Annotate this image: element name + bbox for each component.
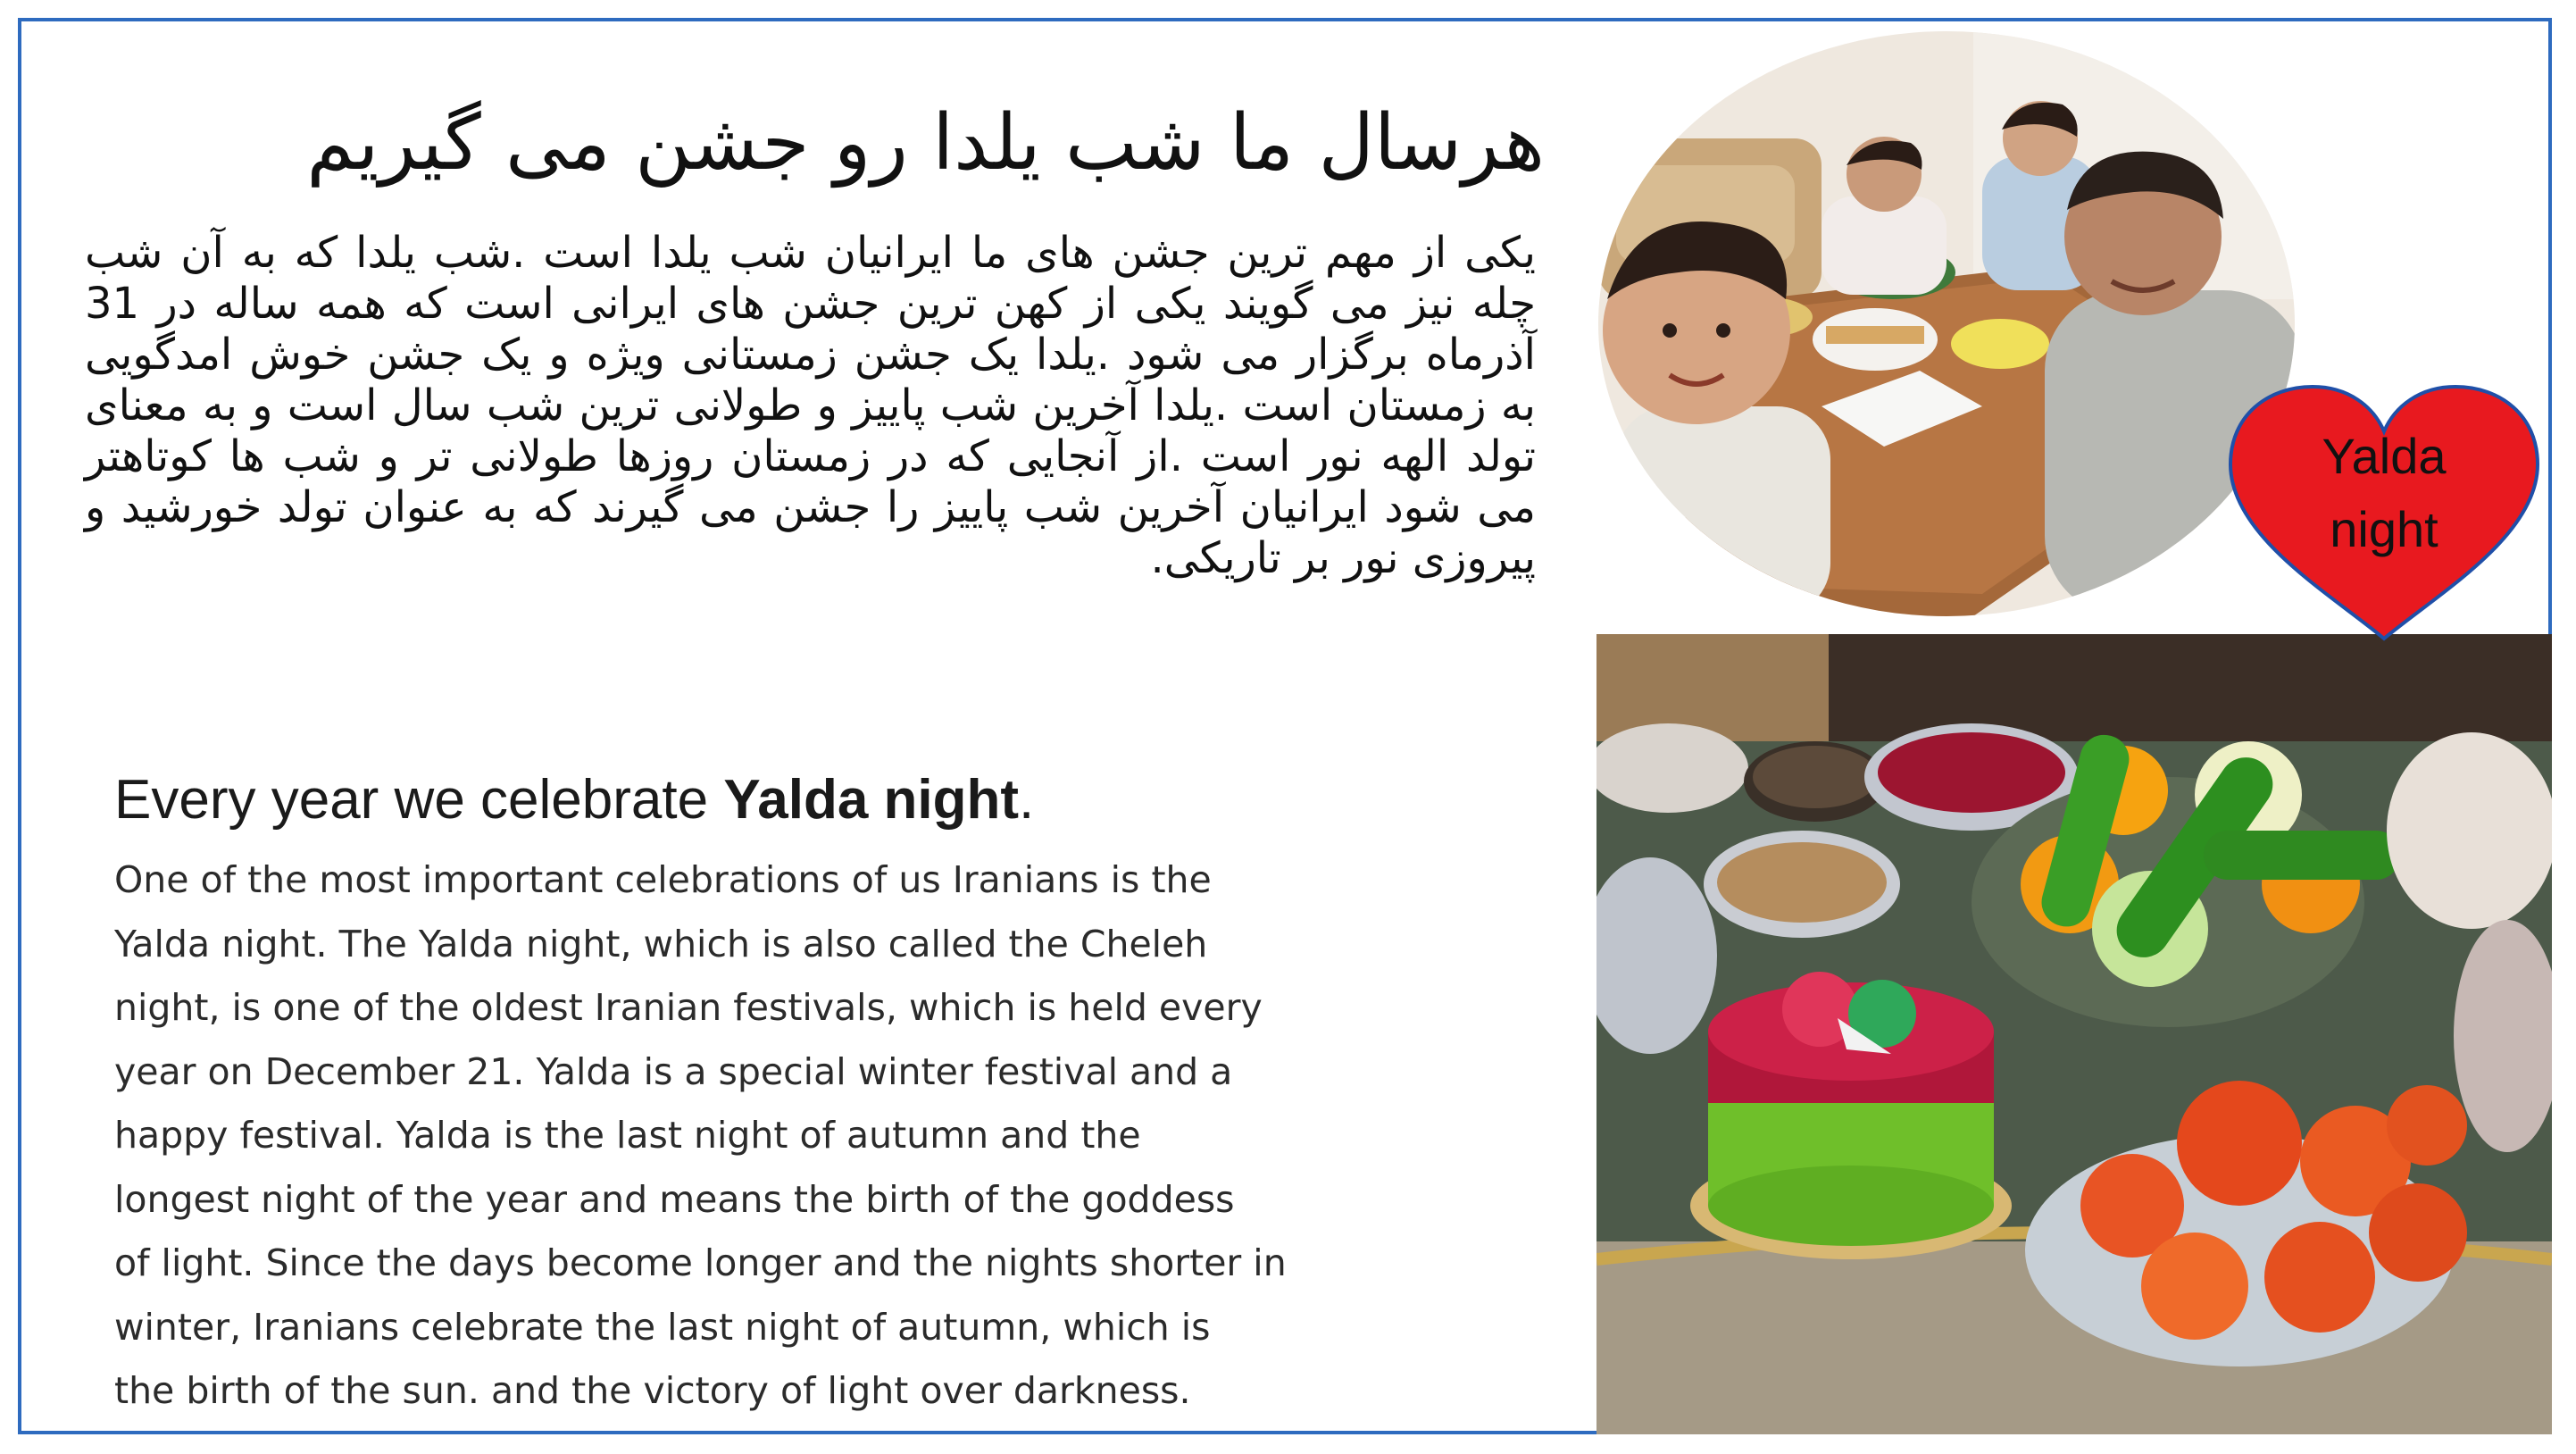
english-line: winter, Iranians celebrate the last night of autumn, which is <box>114 1305 1211 1349</box>
english-line: happy festival. Yalda is the last night of autumn and the <box>114 1114 1141 1157</box>
english-line: night, is one of the oldest Iranian festivals, which is held every <box>114 986 1263 1029</box>
heart-label <box>2272 420 2496 566</box>
english-title-suffix: . <box>1019 769 1035 831</box>
heart-label-line2: night <box>2330 501 2438 557</box>
english-line: year on December 21. Yalda is a special winter festival and a <box>114 1049 1233 1093</box>
family-photo <box>1598 31 2295 616</box>
persian-title: هرسال ما شب یلدا رو جشن می گیریم <box>306 98 1545 188</box>
english-line: longest night of the year and means the birth of the goddess <box>114 1177 1235 1221</box>
english-title-bold: Yalda night <box>723 769 1020 831</box>
persian-paragraph: یکی از مهم ترین جشن های ما ایرانیان شب یلدا است .شب یلدا که به آن شب چله نیز می گویند یکی از کهن ترین جشن های ایرانی است که همه ساله در 31 آذرماه برگزار می شود .یلدا یک جشن زمستانی ویژه و یک جشن خوش امدگویی به زمستان است .یلدا آخرین شب پاییز و طولانی ترین شب سال است و به معنای تولد الهه نور است .از آنجایی که در زمستان روزها طولانی تر و شب ها کوتاهتر می شود ایرانیان آخرین شب پاییز را جشن می گیرند که به عنوان تولد خورشید و پیروزی نور بر تاریکی. <box>85 228 1536 583</box>
english-paragraph <box>114 848 1579 1424</box>
heart-label-line1: Yalda <box>2322 428 2447 484</box>
english-line: One of the most important celebrations of us Iranians is the <box>114 858 1212 901</box>
english-title <box>114 768 1543 831</box>
english-line: the birth of the sun. and the victory of light over darkness. <box>114 1369 1191 1412</box>
english-line: of light. Since the days become longer and the nights shorter in <box>114 1241 1287 1284</box>
english-title-prefix: Every year we celebrate <box>114 769 724 831</box>
yalda-table-photo <box>1596 634 2552 1434</box>
english-line: Yalda night. The Yalda night, which is also called the Cheleh <box>114 922 1208 965</box>
